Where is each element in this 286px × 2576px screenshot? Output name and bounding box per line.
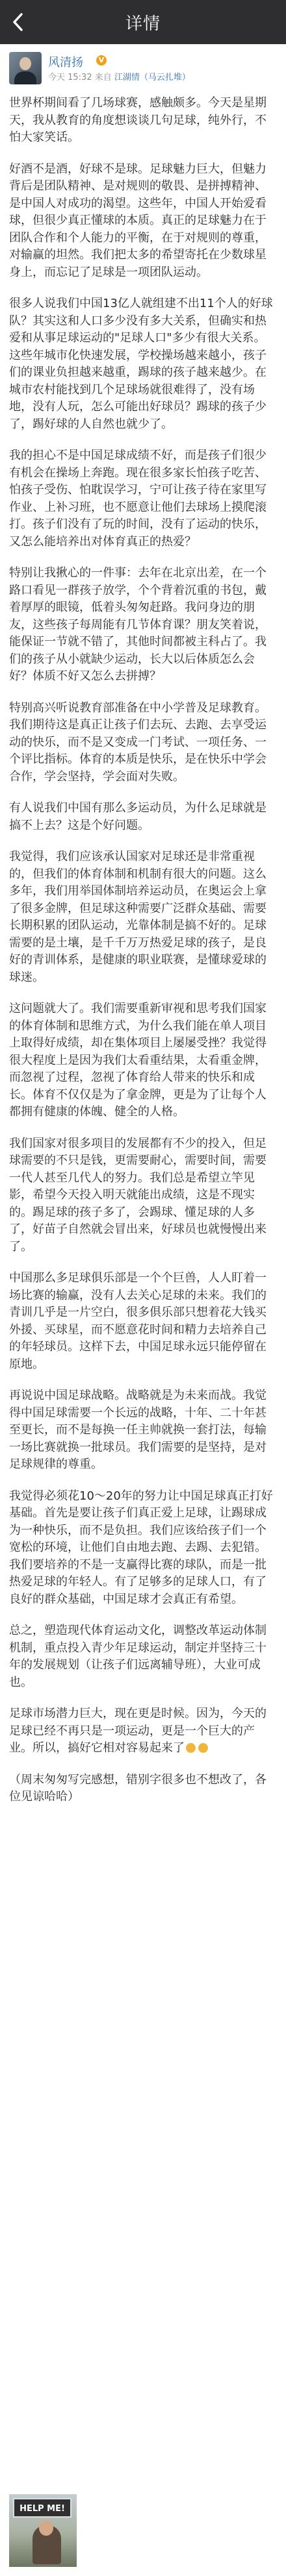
post-paragraph: 再说说中国足球战略。战略就是为未来而战。我觉得中国足球需要一个长远的战略，十年、二十年甚至更长，而不是每换一任主帅就换一套打法，每输一场比赛就换一批球员。我们需要的是坚持，是对足球规律的尊重。 (9, 1389, 266, 1471)
post-paragraph: 总之，塑造现代体育运动文化，调整改革运动体制机制，重点投入青少年足球运动，制定并坚持三十年的发展规划（让孩子们远离辅导班），大业可成也。 (9, 1624, 266, 1689)
post-source-link[interactable]: 江湖情（马云扎堆） (114, 73, 190, 82)
post-header (0, 44, 286, 95)
post-paragraph: 特别高兴听说教育部准备在中小学普及足球教育。我们期待这是真正让孩子们去玩、去跑、去享受运动的快乐，而不是又变成一门考试、一项任务、一个评比指标。体育的本质是快乐，是在快乐中学会合作，学会坚持，学会面对失败。 (9, 700, 266, 784)
back-arrow-icon[interactable] (6, 10, 30, 34)
post-meta (48, 70, 190, 82)
post-paragraph: 好酒不是酒，好球不是球。足球魅力巨大，但魅力背后是团队精神、是对规则的敬畏、是拼搏精神、是中国人对成功的渴望。这些年，中国人开始爱看球，但很少真正懂球的本质。真正的足球魅力在于团队合作和个人能力的平衡，在于对规则的尊重，对输赢的坦然。我们把太多的希望寄托在少数球星身上，而忘记了足球是一项团队运动。 (9, 162, 266, 279)
post-paragraph-text: 足球市场潜力巨大，现在更是时候。因为，今天的足球已经不再只是一项运动，更是一个巨大的产业。所以，搞好它相对容易起来了 (9, 1707, 266, 1755)
author-avatar[interactable] (9, 52, 42, 84)
post-paragraph (9, 1705, 277, 1757)
post-paragraph: 很多人说我们中国13亿人就组建不出11个人的好球队？其实这和人口多少没有多大关系，但确实和热爱和从事足球运动的"足球人口"多少有很大关系。这些年城市化快速发展，学校操场越来越小，孩子们的课业负担越来越重，踢球的孩子越来越少。在城市农村能找到几个足球场就很难得了，没有场地，没有人玩，怎么可能出好球员？踢球的孩子少了，踢好球的人自然也就少了。 (9, 297, 273, 431)
post-paragraph: 特别让我揪心的一件事：去年在北京出差，在一个路口看见一群孩子放学，个个背着沉重的书包，戴着厚厚的眼镜，低着头匆匆赶路。我问身边的朋友，这些孩子每周能有几节体育课？朋友笑着说，能保证一节就不错了，其他时间都被主科占了。我们的孩子从小就缺少运动，长大以后体质怎么会好？体质不好又怎么去拼搏？ (9, 566, 266, 683)
post-time: 今天 15:32 (48, 73, 92, 82)
author-name[interactable]: 风清扬 (48, 56, 83, 69)
post-body (9, 95, 277, 1818)
smile-emoji-icon (198, 1743, 208, 1753)
post-paragraph: 我们国家对很多项目的发展都有不少的投入，但足球需要的不只是钱，更需要耐心，需要时间，需要一代人甚至几代人的努力。我们总是希望立竿见影，希望今天投入明天就能出成绩，这是不现实的。踢足球的孩子多了，会踢球、懂足球的人多了，好苗子自然就会冒出来，好球员也就慢慢出来了。 (9, 1136, 266, 1254)
post-paragraph: 有人说我们中国有那么多运动员，为什么足球就是搞不上去？这是个好问题。 (9, 801, 266, 832)
post-paragraph: 我觉得必须花10～20年的努力让中国足球真正打好基础。首先是要让孩子们真正爱上足球，让踢球成为一种快乐，而不是负担。我们应该给孩子们一个宽松的环境，让他们自由地去跑、去踢、去犯错。我们要培养的不是一支赢得比赛的球队，而是一批热爱足球的年轻人。有了足够多的足球人口，有了良好的群众基础，中国足球才会真正有希望。 (9, 1489, 273, 1606)
post-paragraph: 世界杯期间看了几场球赛，感触颇多。今天是星期天，我从教育的角度想谈谈几句足球，纯外行，不怕大家笑话。 (9, 96, 266, 144)
post-image-thumbnail[interactable] (9, 2494, 77, 2567)
post-paragraph: 中国那么多足球俱乐部是一个个巨兽，人人盯着一场比赛的输赢，没有人去关心足球的未来。我们的青训几乎是一片空白，很多俱乐部只想着花大钱买外援、买球星，而不愿意花时间和精力去培养自己的年轻球员。这样下去，中国足球永远只能停留在原地。 (9, 1271, 266, 1371)
post-paragraph: 我觉得，我们应该承认国家对足球还是非常重视的，但我们的体育体制和机制有很大的问题。这么多年，我们用举国体制培养运动员，在奥运会上拿了很多金牌，但足球这种需要广泛群众基础、需要长期积累的团队运动，光靠体制是搞不好的。足球需要的是土壤，是千千万万热爱足球的孩子，是良好的青训体系，是健康的职业联赛，是懂球爱球的球迷。 (9, 850, 266, 984)
source-prefix: 来自 (94, 73, 112, 82)
top-navigation-bar (0, 0, 286, 44)
post-paragraph: 这问题就大了。我们需要重新审视和思考我们国家的体育体制和思维方式，为什么我们能在单人项目上取得好成绩，却在集体项目上屡屡受挫？我觉得很大程度上是因为我们太看重结果，太看重金牌，而忽视了过程，忽视了体育给人带来的快乐和成长。体育不仅仅是为了拿金牌，更是为了让每个人都拥有健康的体魄、健全的人格。 (9, 1002, 266, 1119)
image-sign-text: HELP ME! (13, 2498, 72, 2518)
smile-emoji-icon (186, 1743, 196, 1753)
page-title: 详情 (125, 14, 161, 34)
post-paragraph: 我的担心不是中国足球成绩不好，而是孩子们很少有机会在操场上奔跑。现在很多家长怕孩子吃苦、怕孩子受伤、怕耽误学习，宁可让孩子待在家里写作业、上补习班，也不愿意让他们去球场上摸爬滚打。孩子们没有了玩的时间，没有了运动的快乐，又怎么能培养出对体育真正的热爱？ (9, 449, 266, 549)
verified-badge-icon: V (96, 55, 107, 66)
closing-note: （周末匆匆写完感想，错别字很多也不想改了，各位见谅哈哈） (9, 1772, 266, 1803)
